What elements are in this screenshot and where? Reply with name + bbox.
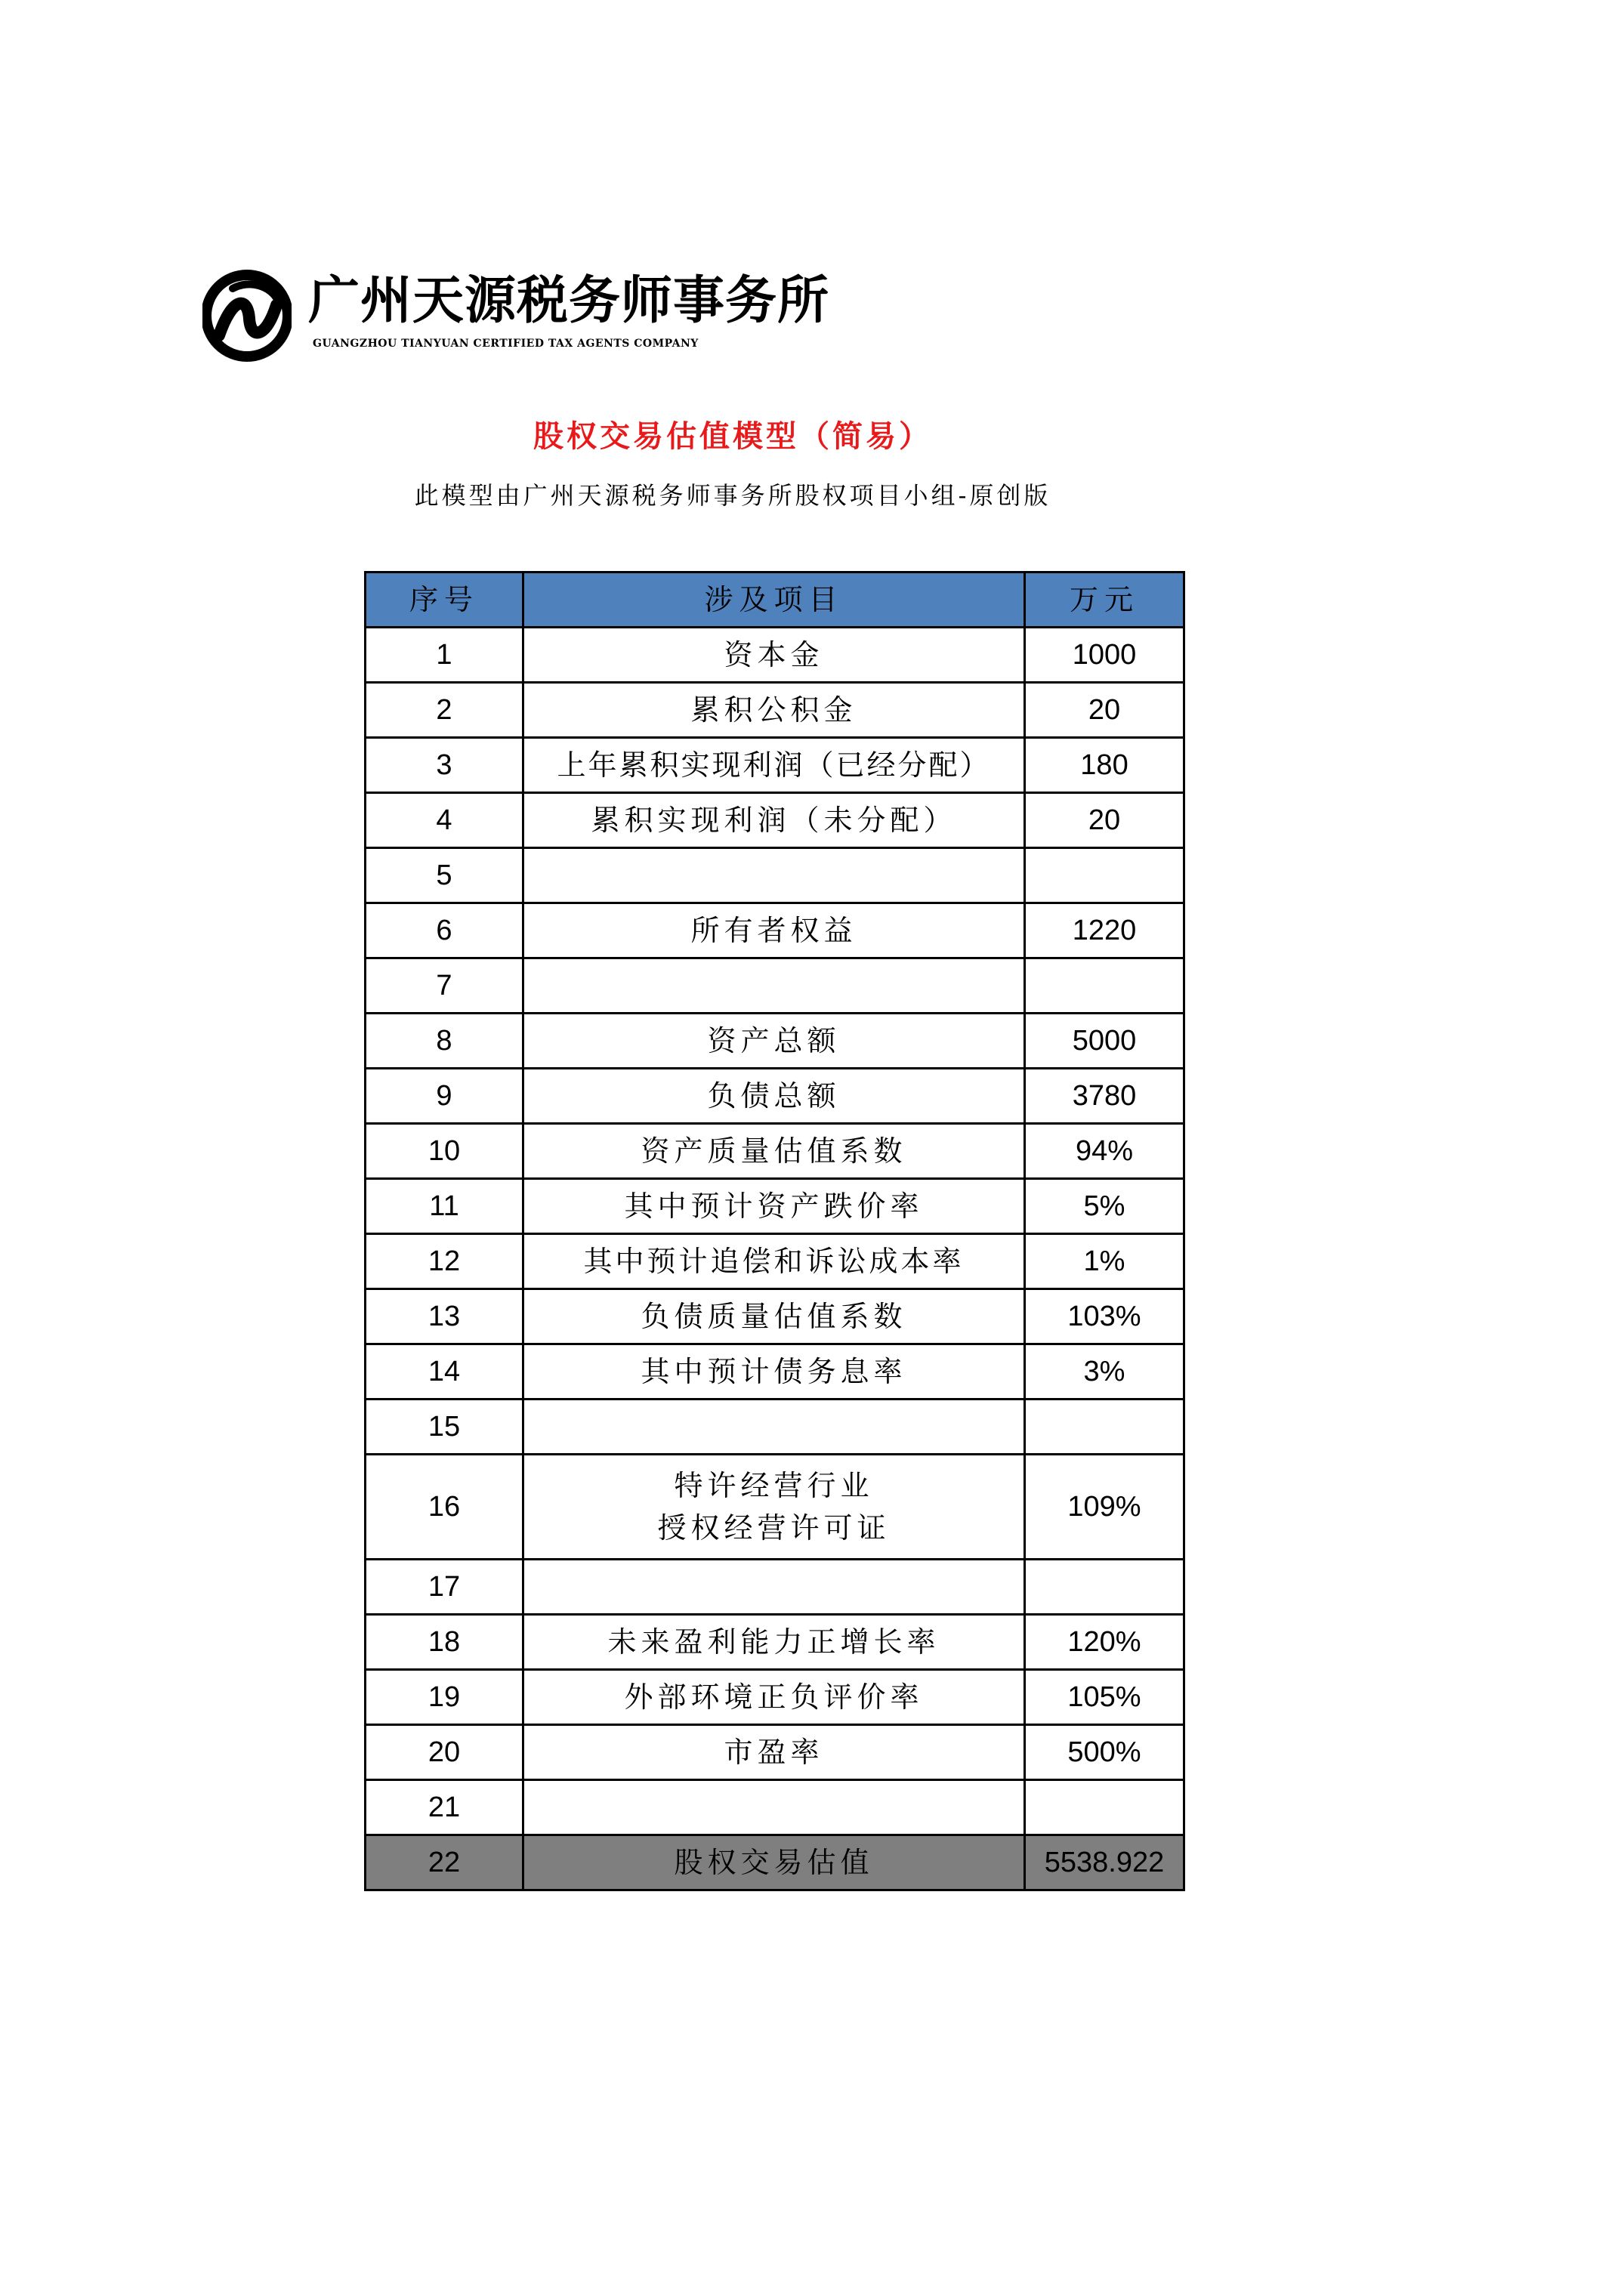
table-row bbox=[366, 1670, 1184, 1725]
row-value: 105% bbox=[1025, 1670, 1184, 1725]
company-name-cn: 广州天源税务师事务所 bbox=[308, 270, 830, 331]
row-value: 500% bbox=[1025, 1725, 1184, 1780]
row-value bbox=[1025, 1780, 1184, 1835]
row-number: 19 bbox=[366, 1670, 523, 1725]
row-item bbox=[523, 958, 1025, 1014]
page-title: 股权交易估值模型（简易） bbox=[533, 418, 932, 454]
row-value: 1000 bbox=[1025, 628, 1184, 683]
row-value: 1% bbox=[1025, 1234, 1184, 1289]
table-row bbox=[366, 1560, 1184, 1615]
row-value: 109% bbox=[1025, 1455, 1184, 1560]
row-number: 9 bbox=[366, 1069, 523, 1124]
row-value: 3780 bbox=[1025, 1069, 1184, 1124]
table-row bbox=[366, 628, 1184, 683]
row-value: 5000 bbox=[1025, 1014, 1184, 1069]
row-value: 94% bbox=[1025, 1124, 1184, 1179]
row-value: 20 bbox=[1025, 793, 1184, 848]
table-row bbox=[366, 1289, 1184, 1344]
row-item: 累积公积金 bbox=[523, 683, 1025, 738]
header-item: 涉及项目 bbox=[523, 572, 1025, 628]
table-row bbox=[366, 1124, 1184, 1179]
table-row bbox=[366, 1455, 1184, 1560]
table-row bbox=[366, 1179, 1184, 1234]
row-number: 22 bbox=[366, 1835, 523, 1890]
row-value: 5538.922 bbox=[1025, 1835, 1184, 1890]
row-number: 5 bbox=[366, 848, 523, 903]
row-number: 1 bbox=[366, 628, 523, 683]
row-item-line-2: 授权经营许可证 bbox=[657, 1511, 891, 1545]
table-row bbox=[366, 1780, 1184, 1835]
page-subtitle: 此模型由广州天源税务师事务所股权项目小组-原创版 bbox=[414, 481, 1051, 510]
row-item bbox=[523, 1780, 1025, 1835]
row-number: 2 bbox=[366, 683, 523, 738]
row-value: 120% bbox=[1025, 1615, 1184, 1670]
row-number: 15 bbox=[366, 1400, 523, 1455]
row-item: 股权交易估值 bbox=[523, 1835, 1025, 1890]
row-item bbox=[523, 1560, 1025, 1615]
row-number: 16 bbox=[366, 1455, 523, 1560]
row-value bbox=[1025, 848, 1184, 903]
row-value: 103% bbox=[1025, 1289, 1184, 1344]
table-row bbox=[366, 1725, 1184, 1780]
table-row bbox=[366, 738, 1184, 793]
row-item: 其中预计资产跌价率 bbox=[523, 1179, 1025, 1234]
row-number: 10 bbox=[366, 1124, 523, 1179]
row-value bbox=[1025, 1560, 1184, 1615]
row-value: 1220 bbox=[1025, 903, 1184, 958]
row-value: 20 bbox=[1025, 683, 1184, 738]
row-item: 其中预计追偿和诉讼成本率 bbox=[523, 1234, 1025, 1289]
table-row bbox=[366, 903, 1184, 958]
row-value: 180 bbox=[1025, 738, 1184, 793]
row-item-line-1: 特许经营行业 bbox=[674, 1469, 874, 1502]
table-row bbox=[366, 683, 1184, 738]
row-value: 5% bbox=[1025, 1179, 1184, 1234]
row-item: 外部环境正负评价率 bbox=[523, 1670, 1025, 1725]
row-item: 资产总额 bbox=[523, 1014, 1025, 1069]
row-number: 4 bbox=[366, 793, 523, 848]
row-number: 3 bbox=[366, 738, 523, 793]
company-logo bbox=[202, 266, 837, 366]
table-row bbox=[366, 958, 1184, 1014]
table-total-row bbox=[366, 1835, 1184, 1890]
row-item: 累积实现利润（未分配） bbox=[523, 793, 1025, 848]
row-item: 所有者权益 bbox=[523, 903, 1025, 958]
row-number: 18 bbox=[366, 1615, 523, 1670]
row-item: 负债总额 bbox=[523, 1069, 1025, 1124]
row-number: 12 bbox=[366, 1234, 523, 1289]
row-item: 资本金 bbox=[523, 628, 1025, 683]
row-number: 20 bbox=[366, 1725, 523, 1780]
row-number: 21 bbox=[366, 1780, 523, 1835]
table-row bbox=[366, 793, 1184, 848]
row-number: 6 bbox=[366, 903, 523, 958]
row-number: 13 bbox=[366, 1289, 523, 1344]
row-item: 其中预计债务息率 bbox=[523, 1344, 1025, 1400]
row-item: 资产质量估值系数 bbox=[523, 1124, 1025, 1179]
row-item: 上年累积实现利润（已经分配） bbox=[523, 738, 1025, 793]
row-item: 未来盈利能力正增长率 bbox=[523, 1615, 1025, 1670]
table-row bbox=[366, 1615, 1184, 1670]
table-header-row bbox=[366, 572, 1184, 628]
table-row bbox=[366, 1400, 1184, 1455]
row-number: 8 bbox=[366, 1014, 523, 1069]
row-item bbox=[523, 1400, 1025, 1455]
row-value bbox=[1025, 1400, 1184, 1455]
table-row bbox=[366, 848, 1184, 903]
valuation-table bbox=[364, 571, 1185, 1891]
row-item: 负债质量估值系数 bbox=[523, 1289, 1025, 1344]
tianyuan-swirl-logo-icon bbox=[202, 266, 292, 366]
row-number: 7 bbox=[366, 958, 523, 1014]
company-name-en: GUANGZHOU TIANYUAN CERTIFIED TAX AGENTS COMPANY bbox=[313, 338, 699, 350]
table-row bbox=[366, 1069, 1184, 1124]
header-serial-number: 序号 bbox=[366, 572, 523, 628]
row-value: 3% bbox=[1025, 1344, 1184, 1400]
table-row bbox=[366, 1014, 1184, 1069]
row-number: 17 bbox=[366, 1560, 523, 1615]
row-number: 11 bbox=[366, 1179, 523, 1234]
header-amount: 万元 bbox=[1025, 572, 1184, 628]
row-item: 市盈率 bbox=[523, 1725, 1025, 1780]
row-item bbox=[523, 848, 1025, 903]
table-row bbox=[366, 1234, 1184, 1289]
table-row bbox=[366, 1344, 1184, 1400]
row-value bbox=[1025, 958, 1184, 1014]
row-item bbox=[523, 1455, 1025, 1560]
row-number: 14 bbox=[366, 1344, 523, 1400]
